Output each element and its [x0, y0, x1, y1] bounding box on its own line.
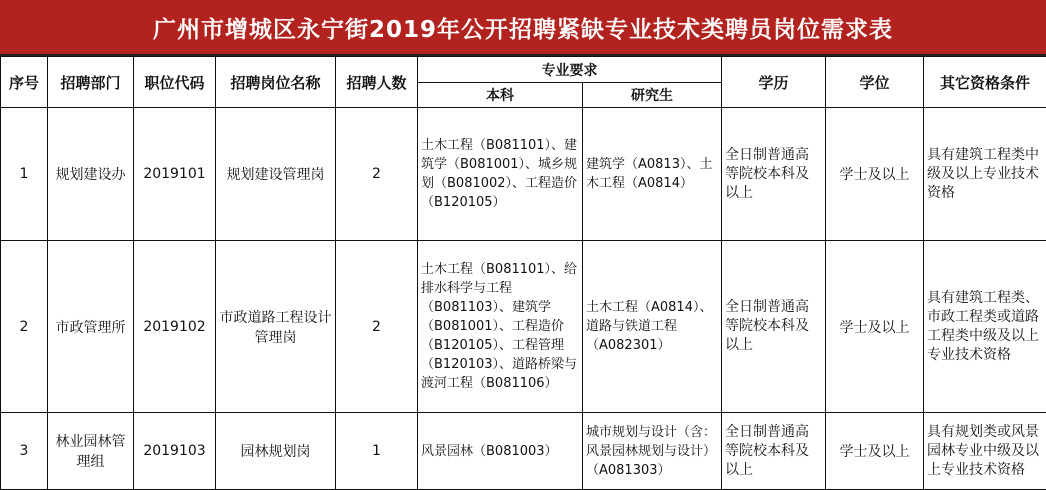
cell-count[interactable]: 2 [336, 241, 418, 413]
cell-undergrad[interactable]: 土木工程（B081101）、建筑学（B081001）、城乡规划（B081002）、工程造价（B120105） [418, 108, 583, 241]
table-row [1, 413, 1046, 490]
cell-post[interactable]: 规划建设管理岗 [216, 108, 336, 241]
cell-other[interactable]: 具有规划类或风景园林专业中级及以上专业技术资格 [924, 413, 1046, 490]
cell-grad[interactable]: 建筑学（A0813）、土木工程（A0814） [583, 108, 722, 241]
cell-count[interactable]: 1 [336, 413, 418, 490]
cell-code[interactable]: 2019103 [134, 413, 216, 490]
header-row [1, 57, 1046, 83]
header-education[interactable]: 学历 [722, 57, 826, 108]
header-undergrad[interactable]: 本科 [418, 83, 583, 108]
header-seq[interactable]: 序号 [1, 57, 48, 108]
cell-other[interactable]: 具有建筑工程类、市政工程类或道路工程类中级及以上专业技术资格 [924, 241, 1046, 413]
cell-post[interactable]: 园林规划岗 [216, 413, 336, 490]
cell-post[interactable]: 市政道路工程设计管理岗 [216, 241, 336, 413]
cell-undergrad[interactable]: 土木工程（B081101）、给排水科学与工程（B081103）、建筑学（B081001）、工程造价（B120105）、工程管理（B120103）、道路桥梁与渡河工程（B081106） [418, 241, 583, 413]
cell-code[interactable]: 2019102 [134, 241, 216, 413]
header-code[interactable]: 职位代码 [134, 57, 216, 108]
cell-degree[interactable]: 学士及以上 [826, 241, 924, 413]
cell-dept[interactable]: 规划建设办 [48, 108, 134, 241]
cell-seq[interactable]: 2 [1, 241, 48, 413]
cell-education[interactable]: 全日制普通高等院校本科及以上 [722, 241, 826, 413]
cell-seq[interactable]: 3 [1, 413, 48, 490]
cell-degree[interactable]: 学士及以上 [826, 108, 924, 241]
cell-education[interactable]: 全日制普通高等院校本科及以上 [722, 413, 826, 490]
cell-grad[interactable]: 土木工程（A0814）、道路与铁道工程（A082301） [583, 241, 722, 413]
header-major[interactable]: 专业要求 [418, 57, 722, 83]
cell-seq[interactable]: 1 [1, 108, 48, 241]
cell-dept[interactable]: 市政管理所 [48, 241, 134, 413]
cell-count[interactable]: 2 [336, 108, 418, 241]
header-other[interactable]: 其它资格条件 [924, 57, 1046, 108]
header-post[interactable]: 招聘岗位名称 [216, 57, 336, 108]
header-count[interactable]: 招聘人数 [336, 57, 418, 108]
cell-degree[interactable]: 学士及以上 [826, 413, 924, 490]
header-dept[interactable]: 招聘部门 [48, 57, 134, 108]
header-degree[interactable]: 学位 [826, 57, 924, 108]
table-row [1, 108, 1046, 241]
cell-grad[interactable]: 城市规划与设计（含：风景园林规划与设计）（A081303） [583, 413, 722, 490]
header-grad[interactable]: 研究生 [583, 83, 722, 108]
cell-code[interactable]: 2019101 [134, 108, 216, 241]
recruitment-table [0, 56, 1046, 490]
page-title: 广州市增城区永宁街2019年公开招聘紧缺专业技术类聘员岗位需求表 [0, 0, 1046, 56]
cell-dept[interactable]: 林业园林管理组 [48, 413, 134, 490]
cell-education[interactable]: 全日制普通高等院校本科及以上 [722, 108, 826, 241]
table-row [1, 241, 1046, 413]
cell-undergrad[interactable]: 风景园林（B081003） [418, 413, 583, 490]
cell-other[interactable]: 具有建筑工程类中级及以上专业技术资格 [924, 108, 1046, 241]
